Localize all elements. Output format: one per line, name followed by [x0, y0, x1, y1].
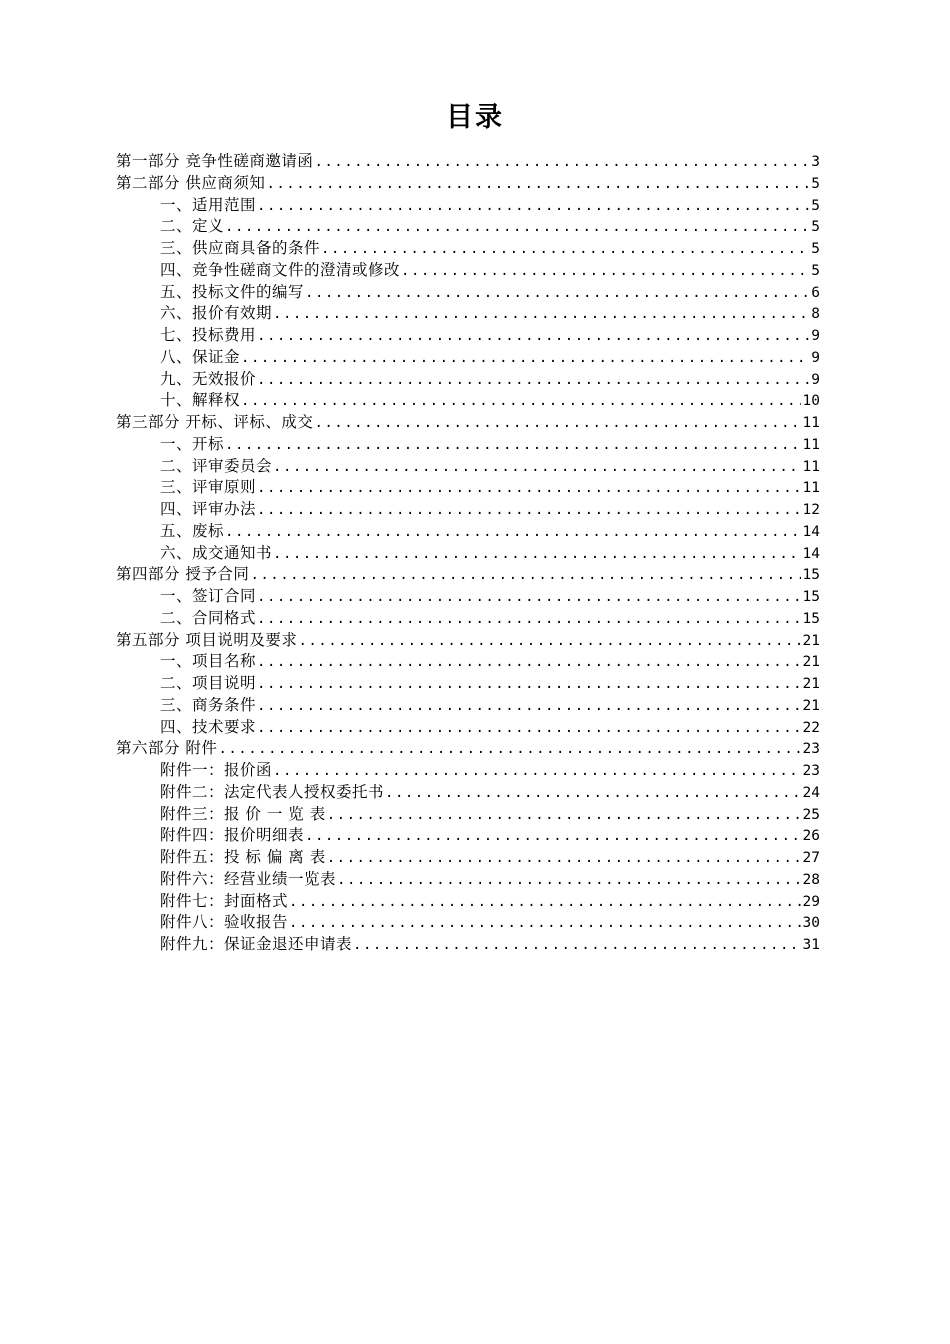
toc-entry-page-number: 5 — [811, 175, 820, 192]
toc-entry-label: 三、商务条件 — [160, 695, 257, 714]
toc-entry[interactable] — [116, 303, 820, 325]
toc-entry-page-number: 11 — [802, 436, 820, 453]
toc-dot-leader — [273, 457, 801, 478]
toc-entry[interactable] — [116, 260, 820, 282]
toc-entry-page-number: 23 — [802, 763, 820, 779]
toc-entry-label: 附件四：报价明细表 — [160, 826, 305, 845]
toc-dot-leader — [241, 348, 809, 369]
toc-entry-page-number: 14 — [802, 523, 820, 540]
toc-entry-page-number: 11 — [802, 458, 820, 475]
toc-entry[interactable] — [116, 521, 820, 543]
toc-entry-label: 七、投标费用 — [160, 326, 257, 344]
toc-entry-page-number: 9 — [811, 328, 820, 344]
toc-entry-label: 八、保证金 — [160, 347, 241, 366]
toc-entry-page-number: 21 — [802, 654, 820, 671]
toc-dot-leader — [314, 413, 800, 434]
toc-dot-leader — [257, 652, 801, 673]
toc-entry[interactable] — [116, 608, 820, 630]
toc-entry-page-number: 22 — [802, 719, 820, 736]
toc-dot-leader — [273, 761, 801, 782]
toc-dot-leader — [321, 239, 809, 260]
toc-dot-leader — [385, 783, 801, 804]
toc-entry[interactable] — [116, 738, 820, 760]
toc-entry-page-number: 23 — [802, 741, 820, 758]
toc-entry-page-number: 5 — [811, 241, 820, 257]
toc-entry-page-number: 11 — [802, 480, 820, 497]
toc-dot-leader — [305, 826, 801, 847]
toc-dot-leader — [257, 696, 801, 717]
toc-entry-label: 附件九：保证金退还申请表 — [160, 935, 353, 953]
toc-entry-label: 第二部分 供应商须知 — [116, 173, 266, 192]
toc-entry-page-number: 14 — [802, 545, 820, 562]
toc-entry-page-number: 15 — [802, 610, 820, 627]
toc-entry-page-number: 30 — [802, 915, 820, 932]
toc-entry-label: 十、解释权 — [160, 391, 241, 410]
toc-entry-label: 九、无效报价 — [160, 369, 257, 388]
toc-entry-page-number: 21 — [802, 632, 820, 649]
toc-entry-page-number: 8 — [811, 306, 820, 323]
toc-entry-label: 附件一：报价函 — [160, 761, 273, 779]
toc-dot-leader — [289, 913, 801, 934]
toc-entry[interactable] — [116, 825, 820, 847]
toc-entry[interactable] — [116, 347, 820, 369]
toc-entry-page-number: 31 — [802, 937, 820, 953]
toc-entry-page-number: 5 — [811, 262, 820, 279]
toc-entry-label: 第三部分 开标、评标、成交 — [116, 413, 314, 431]
toc-entry-label: 第五部分 项目说明及要求 — [116, 630, 298, 649]
toc-dot-leader — [305, 283, 809, 304]
toc-dot-leader — [218, 739, 800, 760]
toc-entry-page-number: 11 — [802, 415, 820, 431]
toc-entry[interactable] — [116, 651, 820, 673]
toc-entry-page-number: 6 — [811, 284, 820, 301]
toc-entry-page-number: 15 — [802, 589, 820, 605]
toc-entry-label: 二、项目说明 — [160, 674, 257, 692]
toc-entry-label: 五、投标文件的编写 — [160, 282, 305, 301]
toc-entry-label: 一、适用范围 — [160, 195, 257, 214]
toc-entry-page-number: 21 — [802, 697, 820, 714]
toc-entry-page-number: 12 — [802, 502, 820, 518]
toc-entry[interactable] — [116, 456, 820, 478]
toc-entry-label: 一、签订合同 — [160, 587, 257, 605]
toc-entry-page-number: 28 — [802, 871, 820, 888]
toc-entry[interactable] — [116, 173, 820, 195]
toc-entry[interactable] — [116, 586, 820, 608]
toc-dot-leader — [225, 217, 809, 238]
table-of-contents — [116, 151, 820, 956]
toc-entry-page-number: 29 — [802, 893, 820, 910]
toc-entry-label: 第四部分 授予合同 — [116, 565, 250, 584]
toc-dot-leader — [257, 718, 801, 739]
toc-entry-page-number: 9 — [811, 371, 820, 388]
toc-entry[interactable] — [116, 151, 820, 173]
toc-entry-label: 三、评审原则 — [160, 478, 257, 497]
toc-entry[interactable] — [116, 369, 820, 391]
toc-entry[interactable] — [116, 760, 820, 782]
toc-dot-leader — [257, 674, 801, 695]
toc-entry-page-number: 5 — [811, 219, 820, 236]
toc-entry-page-number: 5 — [811, 197, 820, 214]
toc-entry-label: 四、评审办法 — [160, 500, 257, 518]
toc-entry[interactable] — [116, 195, 820, 217]
toc-dot-leader — [289, 892, 801, 913]
toc-entry[interactable] — [116, 912, 820, 934]
toc-entry-page-number: 25 — [802, 806, 820, 823]
toc-entry-page-number: 27 — [802, 850, 820, 866]
toc-entry-page-number: 24 — [802, 784, 820, 801]
toc-entry-label: 附件六：经营业绩一览表 — [160, 869, 337, 888]
toc-entry[interactable] — [116, 673, 820, 695]
toc-dot-leader — [257, 370, 809, 391]
toc-entry-label: 三、供应商具备的条件 — [160, 239, 321, 257]
toc-entry[interactable] — [116, 695, 820, 717]
toc-entry-label: 六、成交通知书 — [160, 543, 273, 562]
toc-entry[interactable] — [116, 216, 820, 238]
toc-entry[interactable] — [116, 434, 820, 456]
toc-entry[interactable] — [116, 499, 820, 521]
toc-entry[interactable] — [116, 934, 820, 956]
toc-dot-leader — [273, 304, 809, 325]
toc-entry[interactable] — [116, 390, 820, 412]
toc-entry-page-number: 26 — [802, 828, 820, 845]
toc-entry-label: 附件二：法定代表人授权委托书 — [160, 782, 385, 801]
toc-dot-leader — [266, 174, 809, 195]
toc-dot-leader — [257, 196, 809, 217]
toc-dot-leader — [257, 326, 809, 347]
toc-entry[interactable] — [116, 782, 820, 804]
toc-entry[interactable] — [116, 325, 820, 347]
toc-entry-page-number: 3 — [811, 154, 820, 170]
toc-dot-leader — [314, 152, 809, 173]
toc-entry-label: 二、合同格式 — [160, 608, 257, 627]
toc-dot-leader — [327, 805, 801, 826]
toc-entry[interactable] — [116, 717, 820, 739]
toc-entry[interactable] — [116, 564, 820, 586]
toc-dot-leader — [273, 544, 801, 565]
toc-entry-label: 四、竞争性磋商文件的澄清或修改 — [160, 260, 401, 279]
toc-entry[interactable] — [116, 238, 820, 260]
toc-entry-label: 四、技术要求 — [160, 717, 257, 736]
toc-entry-label: 五、废标 — [160, 521, 225, 540]
toc-entry[interactable] — [116, 412, 820, 434]
toc-entry[interactable] — [116, 630, 820, 652]
toc-dot-leader — [241, 391, 801, 412]
toc-entry-label: 二、评审委员会 — [160, 456, 273, 475]
toc-entry-label: 附件七：封面格式 — [160, 891, 289, 910]
page-title: 目录 — [446, 102, 504, 133]
toc-dot-leader — [225, 435, 801, 456]
toc-entry-page-number: 10 — [802, 393, 820, 410]
toc-entry-page-number: 9 — [811, 349, 820, 366]
toc-dot-leader — [401, 261, 809, 282]
toc-entry[interactable] — [116, 891, 820, 913]
toc-dot-leader — [353, 935, 801, 956]
toc-entry-label: 附件三：报 价 一 览 表 — [160, 804, 326, 823]
toc-dot-leader — [225, 522, 801, 543]
toc-dot-leader — [337, 870, 801, 891]
toc-entry-label: 第六部分 附件 — [116, 739, 218, 758]
toc-entry[interactable] — [116, 847, 820, 869]
toc-dot-leader — [298, 631, 800, 652]
toc-entry-label: 附件八：验收报告 — [160, 913, 289, 932]
toc-dot-leader — [257, 609, 801, 630]
toc-dot-leader — [257, 587, 801, 608]
toc-dot-leader — [257, 500, 801, 521]
toc-entry-label: 附件五：投 标 偏 离 表 — [160, 848, 326, 866]
toc-entry[interactable] — [116, 869, 820, 891]
toc-dot-leader — [257, 478, 801, 499]
toc-dot-leader — [327, 848, 801, 869]
toc-dot-leader — [250, 565, 800, 586]
toc-entry[interactable] — [116, 477, 820, 499]
toc-entry[interactable] — [116, 282, 820, 304]
toc-entry[interactable] — [116, 543, 820, 565]
toc-entry[interactable] — [116, 804, 820, 826]
toc-entry-page-number: 21 — [802, 676, 820, 692]
toc-entry-label: 六、报价有效期 — [160, 304, 273, 323]
toc-entry-label: 二、定义 — [160, 217, 225, 236]
toc-entry-label: 第一部分 竞争性磋商邀请函 — [116, 152, 314, 170]
toc-entry-label: 一、项目名称 — [160, 652, 257, 671]
toc-entry-page-number: 15 — [802, 567, 820, 584]
toc-entry-label: 一、开标 — [160, 434, 225, 453]
